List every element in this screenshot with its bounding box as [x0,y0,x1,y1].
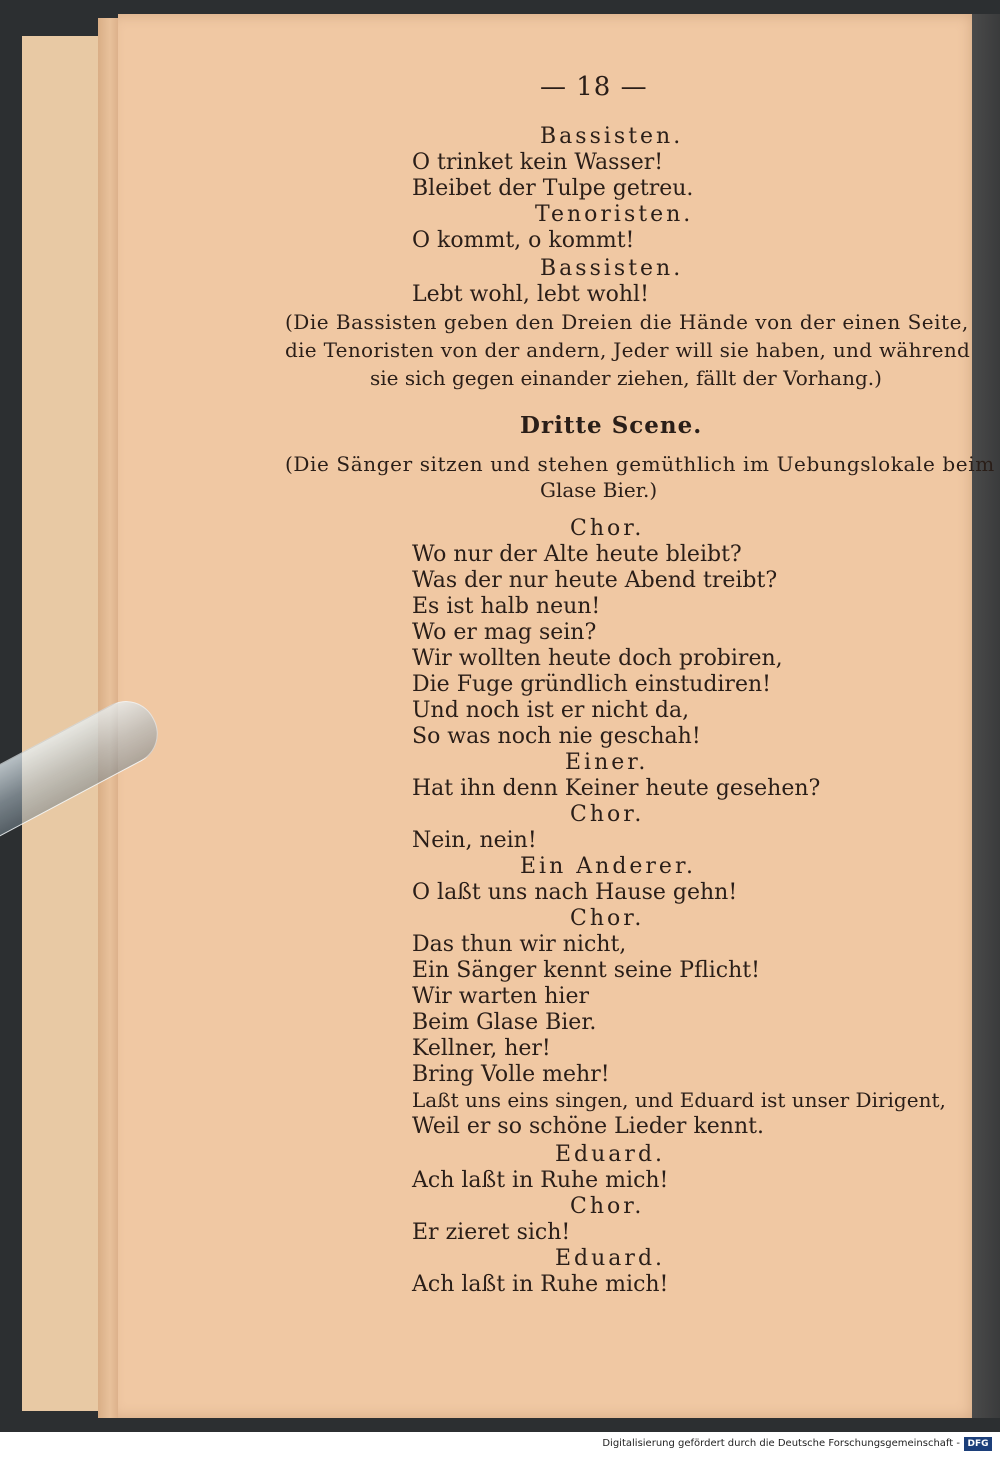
stage-direction: sie sich gegen einander ziehen, fällt der Vorhang.) [370,366,882,390]
stage-direction: (Die Bassisten geben den Dreien die Hände von der einen Seite, [285,310,969,334]
verse-line: Beim Glase Bier. [412,1010,597,1035]
verse-line: Wir wollten heute doch probiren, [412,646,783,671]
verse-line: O laßt uns nach Hause gehn! [412,880,738,905]
verse-line: Laßt uns eins singen, und Eduard ist unser Dirigent, [412,1088,946,1112]
dfg-logo: DFG [964,1437,992,1451]
verse-line: Wir warten hier [412,984,589,1009]
page-number: — 18 — [540,72,648,102]
verse-line: O trinket kein Wasser! [412,150,664,175]
speaker-eduard: Eduard. [555,1246,666,1271]
verse-line: Weil er so schöne Lieder kennt. [412,1114,764,1139]
verse-line: Ach laßt in Ruhe mich! [412,1272,669,1297]
verse-line: O kommt, o kommt! [412,228,635,253]
speaker-chor: Chor. [570,906,645,931]
verse-line: Ein Sänger kennt seine Pflicht! [412,958,760,983]
verse-line: Wo er mag sein? [412,620,597,645]
speaker-tenoristen: Tenoristen. [535,202,694,227]
verse-line: So was noch nie geschah! [412,724,701,749]
digitization-credit: Digitalisierung gefördert durch die Deutsche Forschungsgemeinschaft - [602,1438,960,1449]
verse-line: Was der nur heute Abend treibt? [412,568,778,593]
speaker-eduard: Eduard. [555,1142,666,1167]
verse-line: Kellner, her! [412,1036,551,1061]
stage-direction: (Die Sänger sitzen und stehen gemüthlich im Uebungslokale beim [285,452,995,476]
verse-line: Er zieret sich! [412,1220,571,1245]
verse-line: Die Fuge gründlich einstudiren! [412,672,771,697]
verse-line: Bring Volle mehr! [412,1062,610,1087]
speaker-chor: Chor. [570,802,645,827]
page-gutter-shadow [972,14,1000,1418]
verse-line: Und noch ist er nicht da, [412,698,690,723]
speaker-bassisten: Bassisten. [540,256,684,281]
speaker-chor: Chor. [570,1194,645,1219]
speaker-bassisten: Bassisten. [540,124,684,149]
verse-line: Wo nur der Alte heute bleibt? [412,542,742,567]
verse-line: Es ist halb neun! [412,594,601,619]
verse-line: Bleibet der Tulpe getreu. [412,176,694,201]
stage-direction: Glase Bier.) [540,478,658,502]
verse-line: Das thun wir nicht, [412,932,627,957]
verse-line: Lebt wohl, lebt wohl! [412,282,649,307]
speaker-ein-anderer: Ein Anderer. [520,854,697,879]
stage-direction: die Tenoristen von der andern, Jeder will sie haben, und während [285,338,971,362]
verse-line: Hat ihn denn Keiner heute gesehen? [412,776,821,801]
verse-line: Nein, nein! [412,828,537,853]
verse-line: Ach laßt in Ruhe mich! [412,1168,669,1193]
scene-title: Dritte Scene. [520,412,703,439]
speaker-chor: Chor. [570,516,645,541]
speaker-einer: Einer. [565,750,649,775]
